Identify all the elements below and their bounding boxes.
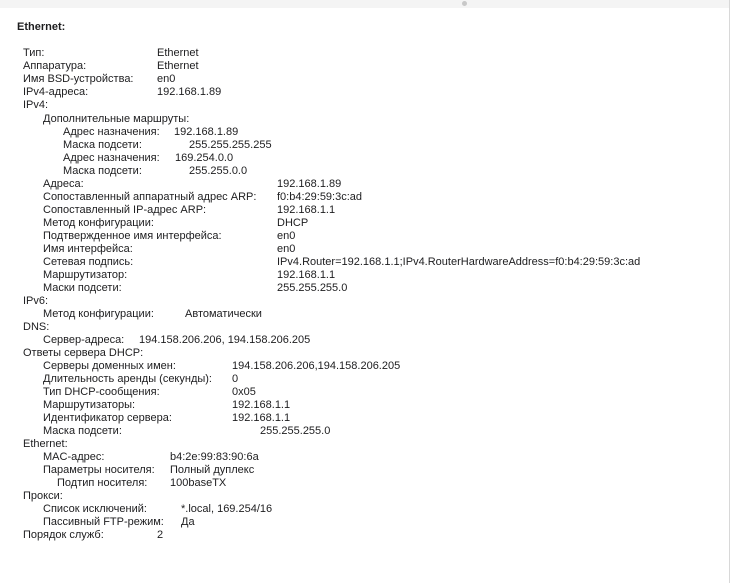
detail-label: Тип:: [23, 47, 45, 59]
detail-value: IPv4.Router=192.168.1.1;IPv4.RouterHardwareAddress=f0:b4:29:59:3c:ad: [277, 256, 641, 268]
detail-label: Сервер-адреса:: [43, 334, 125, 346]
detail-value: Автоматически: [185, 308, 262, 320]
detail-label: Серверы доменных имен:: [43, 360, 176, 372]
detail-value: 255.255.255.0: [277, 282, 348, 294]
detail-label: Ответы сервера DHCP:: [23, 347, 144, 359]
detail-label: DNS:: [23, 321, 50, 333]
detail-label: Имя интерфейса:: [43, 243, 133, 255]
detail-label: Имя BSD-устройства:: [23, 73, 134, 85]
detail-label: Подтвержденное имя интерфейса:: [43, 230, 222, 242]
detail-value: *.local, 169.254/16: [181, 503, 273, 515]
detail-label: Список исключений:: [43, 503, 147, 515]
detail-label: Сопоставленный аппаратный адрес ARP:: [43, 191, 257, 203]
detail-value: Да: [181, 516, 195, 528]
detail-label: IPv6:: [23, 295, 49, 307]
detail-label: Параметры носителя:: [43, 464, 155, 476]
detail-value: 192.168.1.89: [157, 86, 222, 98]
detail-value: 194.158.206.206,194.158.206.205: [232, 360, 401, 372]
detail-value: b4:2e:99:83:90:6a: [170, 451, 259, 463]
detail-label: IPv4:: [23, 99, 49, 111]
detail-label: Маска подсети:: [43, 425, 122, 437]
detail-value: Ethernet: [157, 47, 199, 59]
detail-value: 192.168.1.1: [232, 412, 291, 424]
detail-label: Тип DHCP-сообщения:: [43, 386, 160, 398]
detail-value: Ethernet: [157, 60, 199, 72]
detail-label: Подтип носителя:: [57, 477, 148, 489]
detail-value: en0: [277, 243, 296, 255]
section-title: Ethernet:: [17, 21, 66, 33]
detail-label: Метод конфигурации:: [43, 308, 154, 320]
detail-value: 192.168.1.1: [277, 269, 336, 281]
detail-label: Дополнительные маршруты:: [43, 113, 190, 125]
detail-value: 169.254.0.0: [175, 152, 234, 164]
detail-label: Идентификатор сервера:: [43, 412, 172, 424]
detail-value: 0x05: [232, 386, 256, 398]
detail-value: 255.255.255.255: [189, 139, 272, 151]
detail-label: Адрес назначения:: [63, 152, 160, 164]
detail-label: Аппаратура:: [23, 60, 87, 72]
detail-label: Маршрутизатор:: [43, 269, 128, 281]
detail-label: Порядок служб:: [23, 529, 104, 541]
detail-value: DHCP: [277, 217, 309, 229]
detail-label: Адреса:: [43, 178, 84, 190]
detail-label: Маршрутизаторы:: [43, 399, 136, 411]
detail-label: MAC-адрес:: [43, 451, 105, 463]
detail-value: 194.158.206.206, 194.158.206.205: [139, 334, 311, 346]
detail-label: Адрес назначения:: [63, 126, 160, 138]
detail-value: 192.168.1.89: [174, 126, 239, 138]
detail-label: Длительность аренды (секунды):: [43, 373, 212, 385]
detail-label: Метод конфигурации:: [43, 217, 154, 229]
detail-label: Прокси:: [23, 490, 63, 502]
detail-value: en0: [157, 73, 176, 85]
detail-label: Маски подсети:: [43, 282, 122, 294]
detail-label: Сопоставленный IP-адрес ARP:: [43, 204, 207, 216]
detail-label: IPv4-адреса:: [23, 86, 89, 98]
detail-value: 100baseTX: [170, 477, 227, 489]
detail-value: en0: [277, 230, 296, 242]
detail-value: 0: [232, 373, 239, 385]
detail-value: 192.168.1.1: [277, 204, 336, 216]
detail-label: Пассивный FTP-режим:: [43, 516, 164, 528]
detail-label: Ethernet:: [23, 438, 68, 450]
detail-label: Сетевая подпись:: [43, 256, 134, 268]
detail-value: 192.168.1.1: [232, 399, 291, 411]
detail-value: 2: [157, 529, 164, 541]
detail-label: Маска подсети:: [63, 139, 142, 151]
detail-value: 255.255.0.0: [189, 165, 248, 177]
detail-value: 255.255.255.0: [260, 425, 331, 437]
detail-label: Маска подсети:: [63, 165, 142, 177]
detail-value: 192.168.1.89: [277, 178, 342, 190]
detail-value: Полный дуплекс: [170, 464, 255, 476]
detail-value: f0:b4:29:59:3c:ad: [277, 191, 363, 203]
